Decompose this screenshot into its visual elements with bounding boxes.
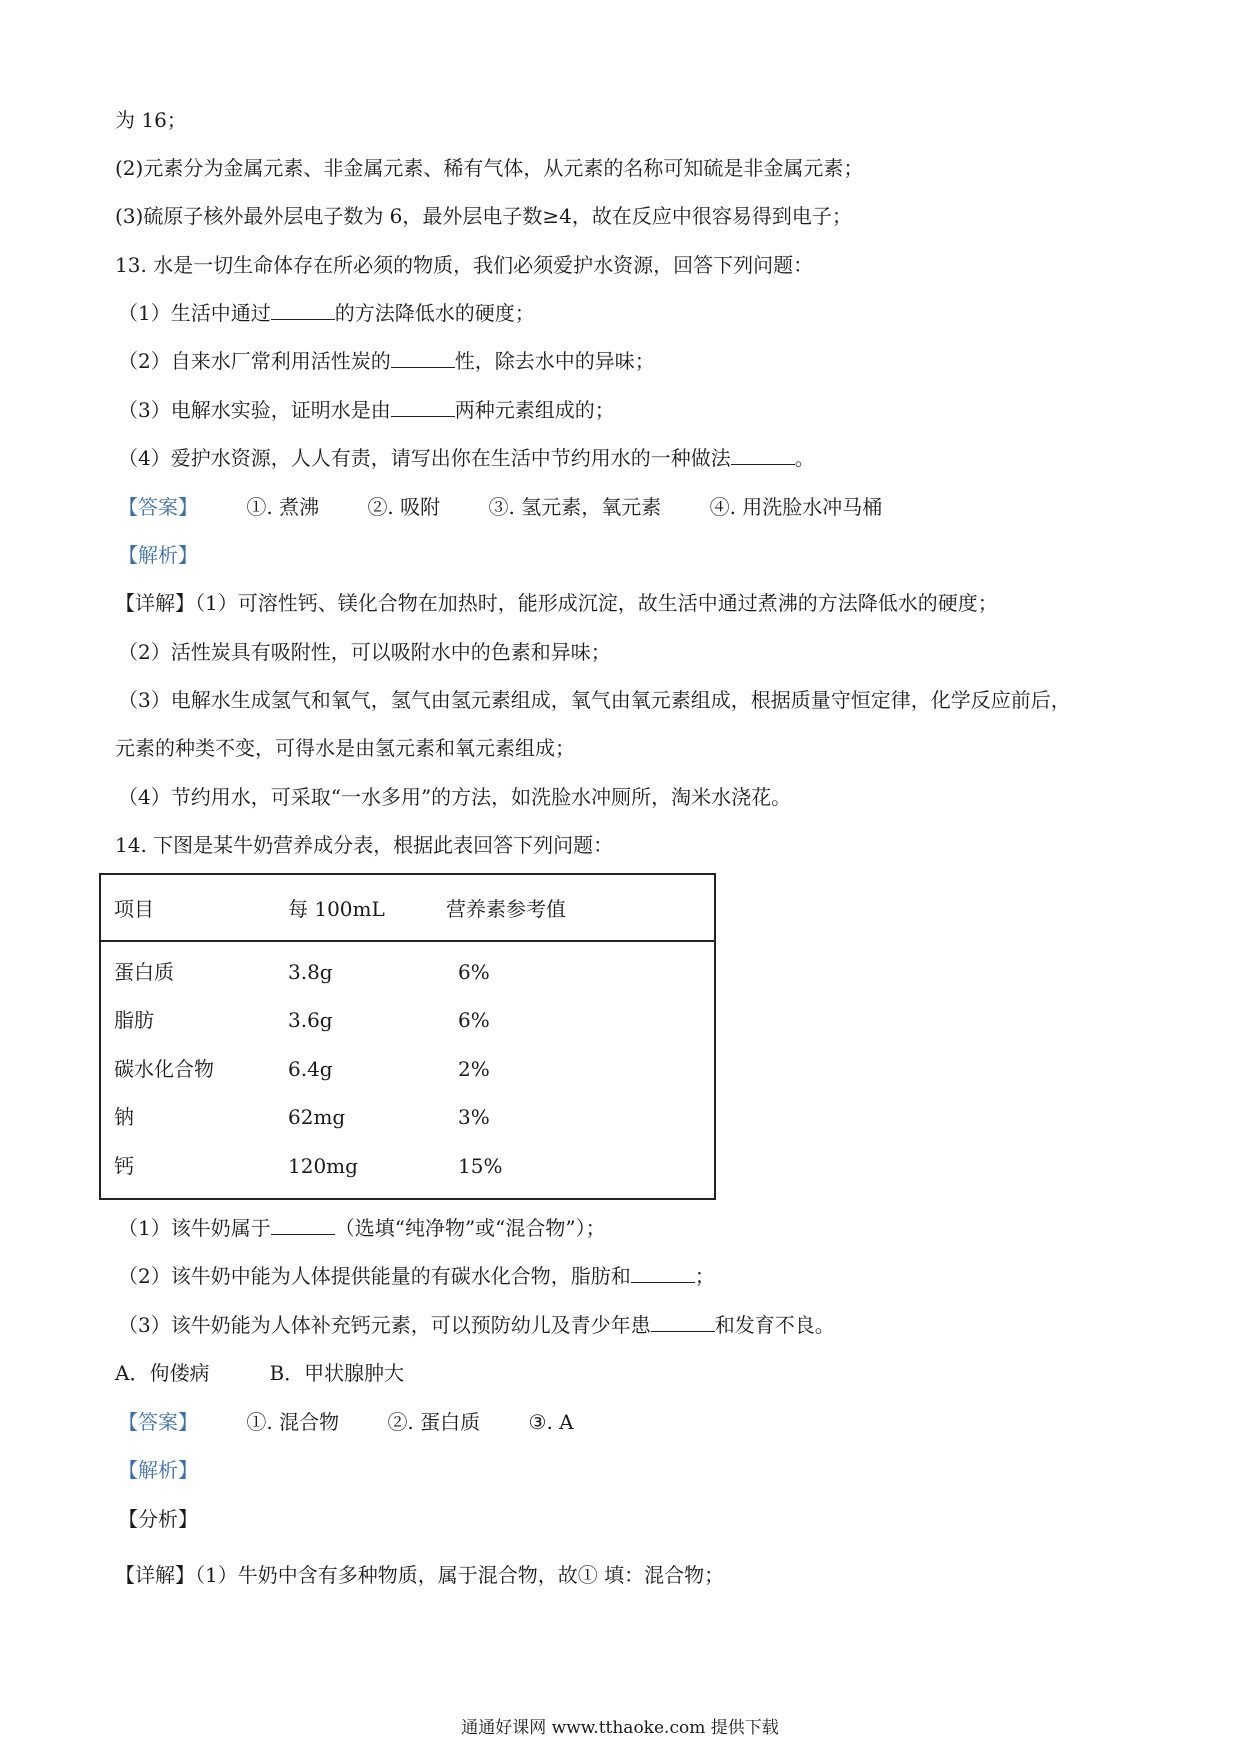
table-cell: 6.4g bbox=[288, 1057, 333, 1081]
table-cell: 蛋白质 bbox=[114, 960, 174, 984]
table-cell: 3.8g bbox=[288, 960, 333, 984]
question-14-answer bbox=[118, 1408, 574, 1436]
answer-item: ①. 煮沸 bbox=[246, 495, 320, 519]
option-b: B．甲状腺肿大 bbox=[269, 1361, 405, 1385]
text-line: (2)元素分为金属元素、非金属元素、稀有气体，从元素的名称可知硫是非金属元素； bbox=[115, 156, 864, 180]
analysis-tag: 【解析】 bbox=[118, 1458, 198, 1482]
table-cell: 钠 bbox=[114, 1105, 134, 1129]
option-a: A．佝偻病 bbox=[115, 1361, 210, 1385]
table-cell: 钙 bbox=[114, 1154, 134, 1178]
question-13-answer bbox=[118, 493, 882, 521]
question-13-part-2 bbox=[118, 347, 655, 375]
part-text: （2）自来水厂常利用活性炭的 bbox=[118, 349, 391, 373]
part-text: 。 bbox=[794, 446, 815, 470]
answer-item: ④. 用洗脸水冲马桶 bbox=[709, 495, 883, 519]
question-14-part-2 bbox=[118, 1262, 715, 1290]
part-text: （选填“纯净物”或“混合物”）； bbox=[334, 1216, 606, 1240]
part-text: （3）该牛奶能为人体补充钙元素，可以预防幼儿及青少年患 bbox=[118, 1313, 651, 1337]
question-13-part-3 bbox=[118, 396, 615, 424]
table-cell: 6% bbox=[458, 960, 490, 984]
table-cell: 碳水化合物 bbox=[114, 1057, 214, 1081]
table-cell: 120mg bbox=[288, 1154, 358, 1178]
question-13-stem: 13. 水是一切生命体存在所必须的物质，我们必须爱护水资源，回答下列问题： bbox=[115, 253, 814, 277]
table-cell: 62mg bbox=[288, 1105, 346, 1129]
part-text: 性，除去水中的异味； bbox=[454, 349, 655, 373]
question-14-part-1 bbox=[118, 1214, 606, 1242]
analysis-tag: 【解析】 bbox=[118, 543, 198, 567]
question-13-part-1 bbox=[118, 299, 535, 327]
table-cell: 6% bbox=[458, 1008, 490, 1032]
answer-blank bbox=[631, 1264, 695, 1283]
answer-item: ②. 吸附 bbox=[367, 495, 441, 519]
part-text: （4）爱护水资源，人人有责，请写出你在生活中节约用水的一种做法 bbox=[118, 446, 731, 470]
answer-blank bbox=[391, 398, 455, 417]
analysis-section-tag: 【分析】 bbox=[118, 1507, 198, 1531]
table-header-per100ml: 每 100mL bbox=[288, 897, 385, 921]
detail-tag: 【详解】 bbox=[115, 1563, 195, 1587]
detail-text: （1）可溶性钙、镁化合物在加热时，能形成沉淀，故生活中通过煮沸的方法降低水的硬度； bbox=[195, 591, 998, 615]
answer-blank bbox=[271, 301, 335, 320]
table-cell: 脂肪 bbox=[114, 1008, 154, 1032]
answer-item: ②. 蛋白质 bbox=[387, 1410, 481, 1434]
part-text: ； bbox=[694, 1264, 715, 1288]
question-13-detail-3: （3）电解水生成氢气和氧气，氢气由氢元素组成，氧气由氧元素组成，根据质量守恒定律，化学反应前后， bbox=[118, 688, 1071, 712]
question-13-detail-2: （2）活性炭具有吸附性，可以吸附水中的色素和异味； bbox=[118, 640, 611, 664]
table-cell: 3% bbox=[458, 1105, 490, 1129]
table-cell: 3.6g bbox=[288, 1008, 333, 1032]
answer-blank bbox=[731, 446, 795, 465]
detail-tag: 【详解】 bbox=[115, 591, 195, 615]
table-header-reference: 营养素参考值 bbox=[446, 897, 566, 921]
question-13-detail-3-cont: 元素的种类不变，可得水是由氢元素和氧元素组成； bbox=[115, 736, 575, 760]
answer-tag: 【答案】 bbox=[118, 495, 198, 519]
answer-item: ③. 氢元素，氧元素 bbox=[488, 495, 662, 519]
table-cell: 2% bbox=[458, 1057, 490, 1081]
part-text: （1）生活中通过 bbox=[118, 301, 271, 325]
answer-blank bbox=[651, 1313, 715, 1332]
question-14-options bbox=[115, 1359, 404, 1387]
header-divider bbox=[101, 940, 714, 942]
nutrition-table bbox=[99, 873, 716, 1200]
answer-blank bbox=[391, 349, 455, 368]
question-13-part-4 bbox=[118, 444, 815, 472]
question-13-detail-4: （4）节约用水，可采取“一水多用”的方法，如洗脸水冲厕所，淘米水浇花。 bbox=[118, 785, 792, 809]
part-text: （1）该牛奶属于 bbox=[118, 1216, 271, 1240]
table-header-item: 项目 bbox=[114, 897, 154, 921]
part-text: 和发育不良。 bbox=[714, 1313, 835, 1337]
question-14-part-3 bbox=[118, 1311, 835, 1339]
detail-text: （1）牛奶中含有多种物质，属于混合物，故① 填：混合物； bbox=[195, 1563, 725, 1587]
text-line: 为 16； bbox=[115, 108, 187, 132]
answer-item: ③. A bbox=[528, 1410, 574, 1434]
answer-item: ①. 混合物 bbox=[246, 1410, 340, 1434]
question-13-detail-1 bbox=[115, 589, 998, 617]
part-text: 两种元素组成的； bbox=[454, 398, 615, 422]
table-cell: 15% bbox=[458, 1154, 503, 1178]
answer-tag: 【答案】 bbox=[118, 1410, 198, 1434]
part-text: （3）电解水实验，证明水是由 bbox=[118, 398, 391, 422]
question-14-stem: 14. 下图是某牛奶营养成分表，根据此表回答下列问题： bbox=[115, 833, 614, 857]
page-footer: 通通好课网 www.tthaoke.com 提供下载 bbox=[461, 1718, 779, 1738]
question-14-detail-1 bbox=[115, 1561, 724, 1589]
part-text: （2）该牛奶中能为人体提供能量的有碳水化合物，脂肪和 bbox=[118, 1264, 631, 1288]
part-text: 的方法降低水的硬度； bbox=[334, 301, 535, 325]
text-line: (3)硫原子核外最外层电子数为 6，最外层电子数≥4，故在反应中很容易得到电子； bbox=[115, 204, 852, 228]
answer-blank bbox=[271, 1216, 335, 1235]
